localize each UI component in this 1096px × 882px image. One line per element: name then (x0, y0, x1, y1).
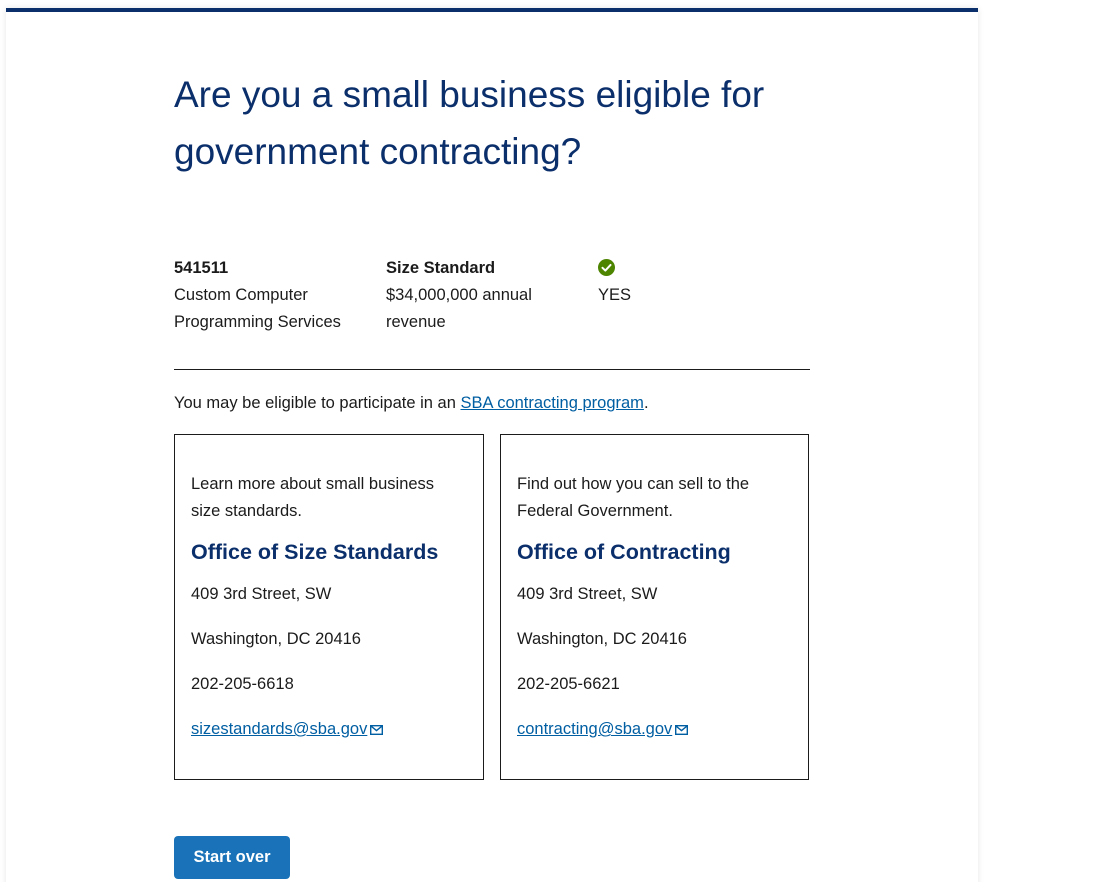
office-email-line (517, 717, 792, 741)
office-name: Office of Size Standards (191, 540, 439, 564)
eligibility-answer: YES (598, 286, 632, 304)
naics-code: 541511 (174, 259, 229, 277)
office-description: Learn more about small business size standards. (191, 475, 435, 520)
office-phone: 202-205-6621 (517, 675, 620, 693)
office-name: Office of Contracting (517, 540, 731, 564)
divider (174, 369, 810, 370)
size-standard-column (386, 255, 566, 336)
results-card (6, 8, 978, 882)
office-street: 409 3rd Street, SW (191, 585, 332, 603)
size-standard-value: $34,000,000 annual revenue (386, 286, 532, 331)
size-standard-label: Size Standard (386, 259, 496, 277)
sba-contracting-program-link[interactable]: SBA contracting program (460, 394, 644, 412)
naics-column (174, 255, 364, 336)
office-email-line (191, 717, 467, 741)
eligibility-text-before: You may be eligible to participate in an (174, 394, 461, 412)
office-city: Washington, DC 20416 (191, 630, 361, 648)
eligibility-text-after: . (643, 394, 649, 412)
envelope-icon (370, 725, 383, 735)
eligibility-column (598, 255, 678, 309)
office-email-link[interactable]: contracting@sba.gov (517, 720, 673, 738)
office-card-contracting (500, 434, 809, 780)
office-phone: 202-205-6618 (191, 675, 294, 693)
office-city: Washington, DC 20416 (517, 630, 687, 648)
office-email-link[interactable]: sizestandards@sba.gov (191, 720, 368, 738)
office-description: Find out how you can sell to the Federal Government. (517, 475, 750, 520)
office-street: 409 3rd Street, SW (517, 585, 658, 603)
naics-description: Custom Computer Programming Services (174, 286, 341, 331)
check-circle-icon (598, 259, 615, 276)
eligibility-message (174, 391, 649, 415)
envelope-icon (675, 725, 688, 735)
page-title: Are you a small business eligible for government contracting? (174, 74, 765, 172)
start-over-button[interactable]: Start over (174, 836, 290, 879)
office-card-size-standards (174, 434, 484, 780)
result-summary (174, 255, 810, 345)
